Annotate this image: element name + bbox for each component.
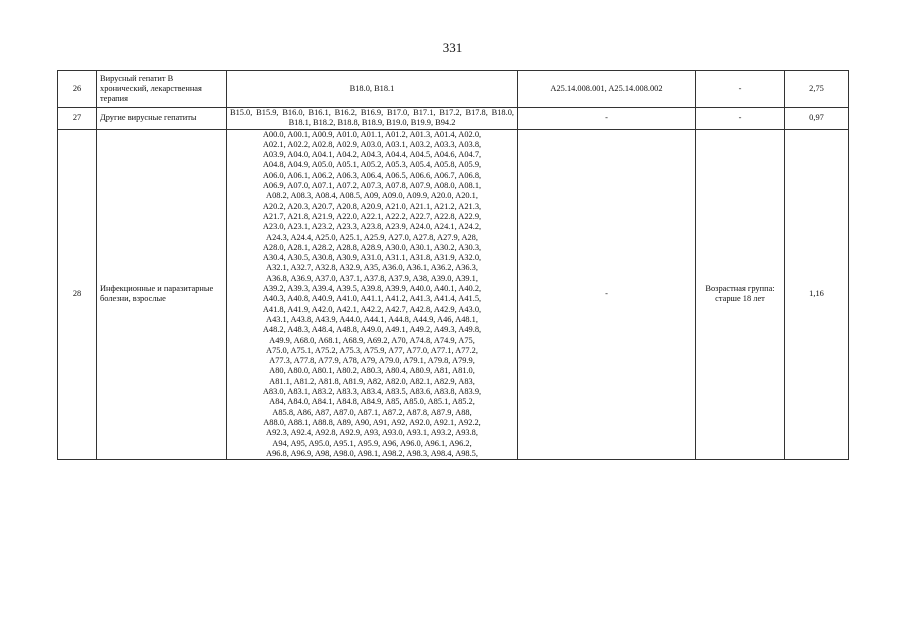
code-line: A49.9, A68.0, A68.1, A68.9, A69.2, A70, A74.8, A74.9, A75, <box>269 335 475 345</box>
code-line: A40.3, A40.8, A40.9, A41.0, A41.1, A41.2, A41.3, A41.4, A41.5, <box>262 294 482 304</box>
table-row <box>58 108 849 130</box>
coefficient: 1,16 <box>785 129 849 460</box>
code-line: A48.2, A48.3, A48.4, A48.8, A49.0, A49.1, A49.2, A49.3, A49.8, <box>262 325 482 335</box>
code-line: A20.2, A20.3, A20.7, A20.8, A20.9, A21.0, A21.1, A21.2, A21.3, <box>262 201 482 211</box>
group-name: Инфекционные и паразитарные болезни, взрослые <box>97 129 227 460</box>
code-line: A96.8, A96.9, A98, A98.0, A98.1, A98.2, A98.3, A98.4, A98.5, <box>266 448 478 458</box>
table-row <box>58 71 849 108</box>
service-codes: - <box>518 108 696 130</box>
code-line: A85.8, A86, A87, A87.0, A87.1, A87.2, A87.8, A87.9, A88, <box>272 407 472 417</box>
code-line: A77.3, A77.8, A77.9, A78, A79, A79.0, A79.1, A79.8, A79.9, <box>269 356 475 366</box>
code-line: A43.1, A43.8, A43.9, A44.0, A44.1, A44.8, A44.9, A46, A48.1, <box>266 314 478 324</box>
other-criteria: Возрастная группа: старше 18 лет <box>696 129 785 460</box>
row-number: 26 <box>58 71 97 108</box>
table-row <box>58 129 849 460</box>
row-number: 27 <box>58 108 97 130</box>
ksg-table <box>57 70 849 460</box>
coefficient: 0,97 <box>785 108 849 130</box>
code-line: A94, A95, A95.0, A95.1, A95.9, A96, A96.0, A96.1, A96.2, <box>272 438 472 448</box>
other-criteria: - <box>696 71 785 108</box>
code-line: A84, A84.0, A84.1, A84.8, A84.9, A85, A85.0, A85.1, A85.2, <box>269 397 475 407</box>
code-line: A39.2, A39.3, A39.4, A39.5, A39.8, A39.9, A40.0, A40.1, A40.2, <box>262 284 482 294</box>
code-line: A92.3, A92.4, A92.8, A92.9, A93, A93.0, A93.1, A93.2, A93.8, <box>266 428 478 438</box>
code-line: A23.0, A23.1, A23.2, A23.3, A23.8, A23.9, A24.0, A24.1, A24.2, <box>262 222 482 232</box>
code-line: A00.0, A00.1, A00.9, A01.0, A01.1, A01.2, A01.3, A01.4, A02.0, <box>262 129 482 139</box>
row-number: 28 <box>58 129 97 460</box>
code-line: A02.1, A02.2, A02.8, A02.9, A03.0, A03.1, A03.2, A03.3, A03.8, <box>262 139 482 149</box>
diagnosis-codes: B15.0, B15.9, B16.0, B16.1, B16.2, B16.9, B17.0, B17.1, B17.2, B17.8, B18.0, B18.1, B18.2, B18.8, B18.9, B19.0, B19.9, B94.2 <box>227 108 518 130</box>
diagnosis-codes: B18.0, B18.1 <box>227 71 518 108</box>
service-codes: - <box>518 129 696 460</box>
code-line: A24.3, A24.4, A25.0, A25.1, A25.9, A27.0, A27.8, A27.9, A28, <box>266 232 478 242</box>
diagnosis-codes <box>227 129 518 460</box>
code-line: A28.0, A28.1, A28.2, A28.8, A28.9, A30.0, A30.1, A30.2, A30.3, <box>262 242 482 252</box>
code-line: A06.0, A06.1, A06.2, A06.3, A06.4, A06.5, A06.6, A06.7, A06.8, <box>262 170 482 180</box>
code-line: A41.8, A41.9, A42.0, A42.1, A42.2, A42.7, A42.8, A42.9, A43.0, <box>262 304 482 314</box>
code-line: A06.9, A07.0, A07.1, A07.2, A07.3, A07.8, A07.9, A08.0, A08.1, <box>262 181 482 191</box>
code-line: A83.0, A83.1, A83.2, A83.3, A83.4, A83.5, A83.6, A83.8, A83.9, <box>262 387 482 397</box>
service-codes: A25.14.008.001, A25.14.008.002 <box>518 71 696 108</box>
page-number: 331 <box>442 40 463 55</box>
code-line: A88.0, A88.1, A88.8, A89, A90, A91, A92, A92.0, A92.1, A92.2, <box>263 417 481 427</box>
code-line: A75.0, A75.1, A75.2, A75.3, A75.9, A77, A77.0, A77.1, A77.2, <box>266 345 478 355</box>
code-line: A30.4, A30.5, A30.8, A30.9, A31.0, A31.1, A31.8, A31.9, A32.0, <box>262 253 482 263</box>
code-line: A21.7, A21.8, A21.9, A22.0, A22.1, A22.2, A22.7, A22.8, A22.9, <box>262 211 482 221</box>
code-line: A32.1, A32.7, A32.8, A32.9, A35, A36.0, A36.1, A36.2, A36.3, <box>266 263 478 273</box>
group-name: Другие вирусные гепатиты <box>97 108 227 130</box>
code-line: A81.1, A81.2, A81.8, A81.9, A82, A82.0, A82.1, A82.9, A83, <box>269 376 475 386</box>
code-line: A04.8, A04.9, A05.0, A05.1, A05.2, A05.3, A05.4, A05.8, A05.9, <box>262 160 482 170</box>
other-criteria: - <box>696 108 785 130</box>
code-line: A03.9, A04.0, A04.1, A04.2, A04.3, A04.4, A04.5, A04.6, A04.7, <box>262 150 482 160</box>
group-name: Вирусный гепатит В хронический, лекарственная терапия <box>97 71 227 108</box>
code-line: A08.2, A08.3, A08.4, A08.5, A09, A09.0, A09.9, A20.0, A20.1, <box>266 191 478 201</box>
coefficient: 2,75 <box>785 71 849 108</box>
code-line: A36.8, A36.9, A37.0, A37.1, A37.8, A37.9, A38, A39.0, A39.1, <box>266 273 478 283</box>
code-line: A80, A80.0, A80.1, A80.2, A80.3, A80.4, A80.9, A81, A81.0, <box>269 366 475 376</box>
